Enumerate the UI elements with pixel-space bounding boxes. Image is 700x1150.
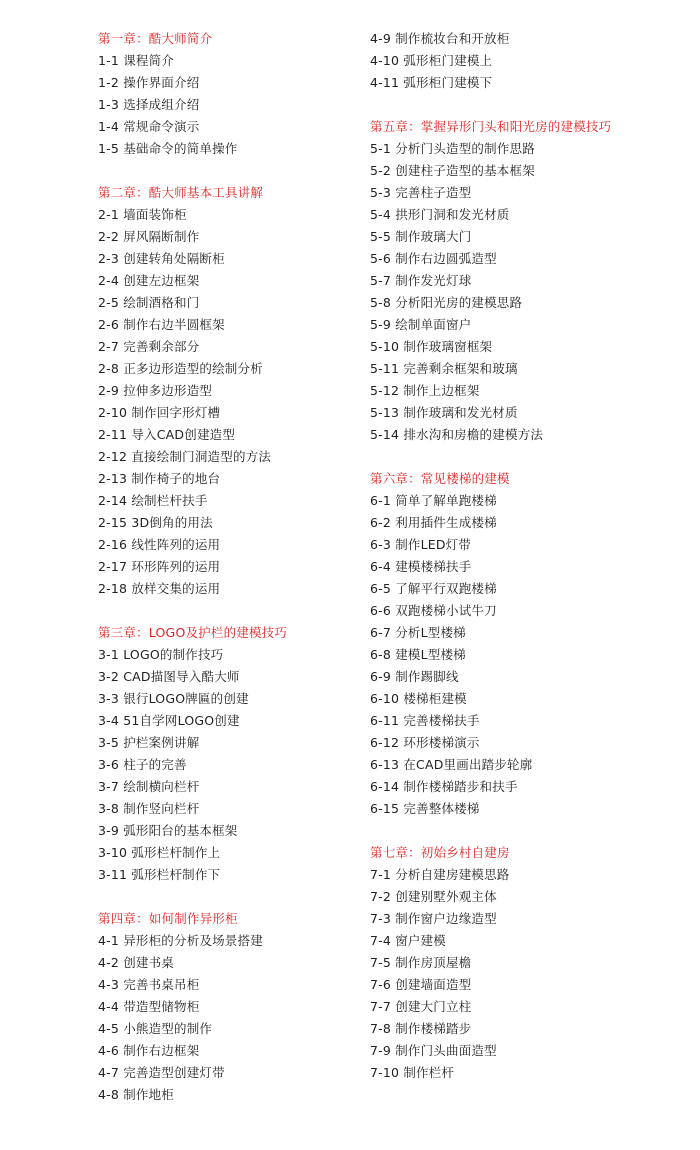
chapter-heading: 第七章：初始乡村自建房	[370, 845, 510, 860]
chapter-heading: 第四章：如何制作异形柜	[98, 911, 238, 926]
lesson-item: 2-5 绘制酒格和门	[98, 295, 200, 310]
lesson-item: 4-7 完善造型创建灯带	[98, 1065, 225, 1080]
lesson-item: 2-4 创建左边框架	[98, 273, 200, 288]
lesson-item: 2-18 放样交集的运用	[98, 581, 221, 596]
lesson-item: 5-11 完善剩余框架和玻璃	[370, 361, 518, 376]
lesson-item: 5-3 完善柱子造型	[370, 185, 472, 200]
lesson-item: 6-5 了解平行双跑楼梯	[370, 581, 497, 596]
lesson-item: 5-12 制作上边框架	[370, 383, 480, 398]
lesson-item: 5-2 创建柱子造型的基本框架	[370, 163, 535, 178]
lesson-item: 2-15 3D倒角的用法	[98, 515, 213, 530]
chapter-heading: 第五章：掌握异形门头和阳光房的建模技巧	[370, 119, 612, 134]
lesson-item: 5-10 制作玻璃窗框架	[370, 339, 493, 354]
lesson-item: 4-1 异形柜的分析及场景搭建	[98, 933, 263, 948]
lesson-item: 1-3 选择成组介绍	[98, 97, 200, 112]
lesson-item: 2-8 正多边形造型的绘制分析	[98, 361, 263, 376]
lesson-item: 3-7 绘制横向栏杆	[98, 779, 200, 794]
section-spacer	[370, 446, 670, 468]
lesson-item: 3-2 CAD描图导入酷大师	[98, 669, 240, 684]
lesson-item: 2-6 制作右边半圆框架	[98, 317, 225, 332]
lesson-item: 2-14 绘制栏杆扶手	[98, 493, 208, 508]
lesson-item: 3-5 护栏案例讲解	[98, 735, 200, 750]
lesson-item: 3-8 制作竖向栏杆	[98, 801, 200, 816]
lesson-item: 6-12 环形楼梯演示	[370, 735, 480, 750]
lesson-item: 1-2 操作界面介绍	[98, 75, 200, 90]
lesson-item: 5-6 制作右边圆弧造型	[370, 251, 497, 266]
lesson-item: 5-13 制作玻璃和发光材质	[370, 405, 518, 420]
lesson-item: 6-7 分析L型楼梯	[370, 625, 466, 640]
left-column	[98, 28, 398, 1106]
lesson-item: 4-2 创建书桌	[98, 955, 174, 970]
chapter-heading: 第三章：LOGO及护栏的建模技巧	[98, 625, 288, 640]
lesson-item: 3-10 弧形栏杆制作上	[98, 845, 221, 860]
lesson-item: 6-11 完善楼梯扶手	[370, 713, 480, 728]
lesson-item: 5-9 绘制单面窗户	[370, 317, 472, 332]
section-spacer	[98, 600, 398, 622]
lesson-item: 6-3 制作LED灯带	[370, 537, 472, 552]
lesson-item: 6-2 利用插件生成楼梯	[370, 515, 497, 530]
lesson-item: 2-7 完善剩余部分	[98, 339, 200, 354]
lesson-item: 5-8 分析阳光房的建模思路	[370, 295, 523, 310]
lesson-item: 3-11 弧形栏杆制作下	[98, 867, 221, 882]
lesson-item: 6-1 简单了解单跑楼梯	[370, 493, 497, 508]
lesson-item: 5-5 制作玻璃大门	[370, 229, 472, 244]
lesson-item: 7-10 制作栏杆	[370, 1065, 455, 1080]
lesson-item: 7-6 创建墙面造型	[370, 977, 472, 992]
section-spacer	[98, 160, 398, 182]
lesson-item: 1-5 基础命令的简单操作	[98, 141, 238, 156]
lesson-item: 2-2 屏风隔断制作	[98, 229, 200, 244]
lesson-item: 2-3 创建转角处隔断柜	[98, 251, 225, 266]
lesson-item: 4-4 带造型储物柜	[98, 999, 200, 1014]
lesson-item: 7-2 创建别墅外观主体	[370, 889, 497, 904]
lesson-item: 5-1 分析门头造型的制作思路	[370, 141, 535, 156]
lesson-item: 6-6 双跑楼梯小试牛刀	[370, 603, 497, 618]
lesson-item: 4-3 完善书桌吊柜	[98, 977, 200, 992]
lesson-item: 6-10 楼梯柜建模	[370, 691, 467, 706]
lesson-item: 6-15 完善整体楼梯	[370, 801, 480, 816]
lesson-item: 4-5 小熊造型的制作	[98, 1021, 213, 1036]
lesson-item: 2-1 墙面装饰柜	[98, 207, 187, 222]
lesson-item: 7-8 制作楼梯踏步	[370, 1021, 472, 1036]
lesson-item: 7-7 创建大门立柱	[370, 999, 472, 1014]
lesson-item: 2-9 拉伸多边形造型	[98, 383, 213, 398]
right-column	[370, 28, 670, 1084]
lesson-item: 3-1 LOGO的制作技巧	[98, 647, 224, 662]
lesson-item: 6-4 建模楼梯扶手	[370, 559, 472, 574]
lesson-item: 2-16 线性阵列的运用	[98, 537, 221, 552]
lesson-item: 7-9 制作门头曲面造型	[370, 1043, 497, 1058]
lesson-item: 3-4 51自学网LOGO创建	[98, 713, 240, 728]
lesson-item: 5-4 拱形门洞和发光材质	[370, 207, 510, 222]
lesson-item: 2-10 制作回字形灯槽	[98, 405, 221, 420]
lesson-item: 6-9 制作踢脚线	[370, 669, 459, 684]
lesson-item: 7-1 分析自建房建模思路	[370, 867, 510, 882]
lesson-item: 5-14 排水沟和房檐的建模方法	[370, 427, 544, 442]
lesson-item: 1-1 课程简介	[98, 53, 174, 68]
lesson-item: 3-3 银行LOGO牌匾的创建	[98, 691, 249, 706]
lesson-item: 5-7 制作发光灯球	[370, 273, 472, 288]
lesson-item: 4-9 制作梳妆台和开放柜	[370, 31, 510, 46]
lesson-item: 6-14 制作楼梯踏步和扶手	[370, 779, 518, 794]
lesson-item: 1-4 常规命令演示	[98, 119, 200, 134]
lesson-item: 3-9 弧形阳台的基本框架	[98, 823, 238, 838]
lesson-item: 6-13 在CAD里画出踏步轮廓	[370, 757, 533, 772]
lesson-item: 4-8 制作地柜	[98, 1087, 174, 1102]
lesson-item: 4-11 弧形柜门建模下	[370, 75, 493, 90]
lesson-item: 3-6 柱子的完善	[98, 757, 187, 772]
lesson-item: 7-5 制作房顶屋檐	[370, 955, 472, 970]
lesson-item: 4-10 弧形柜门建模上	[370, 53, 493, 68]
chapter-heading: 第二章：酷大师基本工具讲解	[98, 185, 264, 200]
section-spacer	[98, 886, 398, 908]
chapter-heading: 第一章：酷大师简介	[98, 31, 213, 46]
lesson-item: 2-13 制作椅子的地台	[98, 471, 221, 486]
lesson-item: 2-17 环形阵列的运用	[98, 559, 221, 574]
lesson-item: 4-6 制作右边框架	[98, 1043, 200, 1058]
section-spacer	[370, 94, 670, 116]
section-spacer	[370, 820, 670, 842]
lesson-item: 2-12 直接绘制门洞造型的方法	[98, 449, 272, 464]
lesson-item: 6-8 建模L型楼梯	[370, 647, 466, 662]
chapter-heading: 第六章：常见楼梯的建模	[370, 471, 510, 486]
lesson-item: 2-11 导入CAD创建造型	[98, 427, 236, 442]
lesson-item: 7-4 窗户建模	[370, 933, 446, 948]
lesson-item: 7-3 制作窗户边缘造型	[370, 911, 497, 926]
